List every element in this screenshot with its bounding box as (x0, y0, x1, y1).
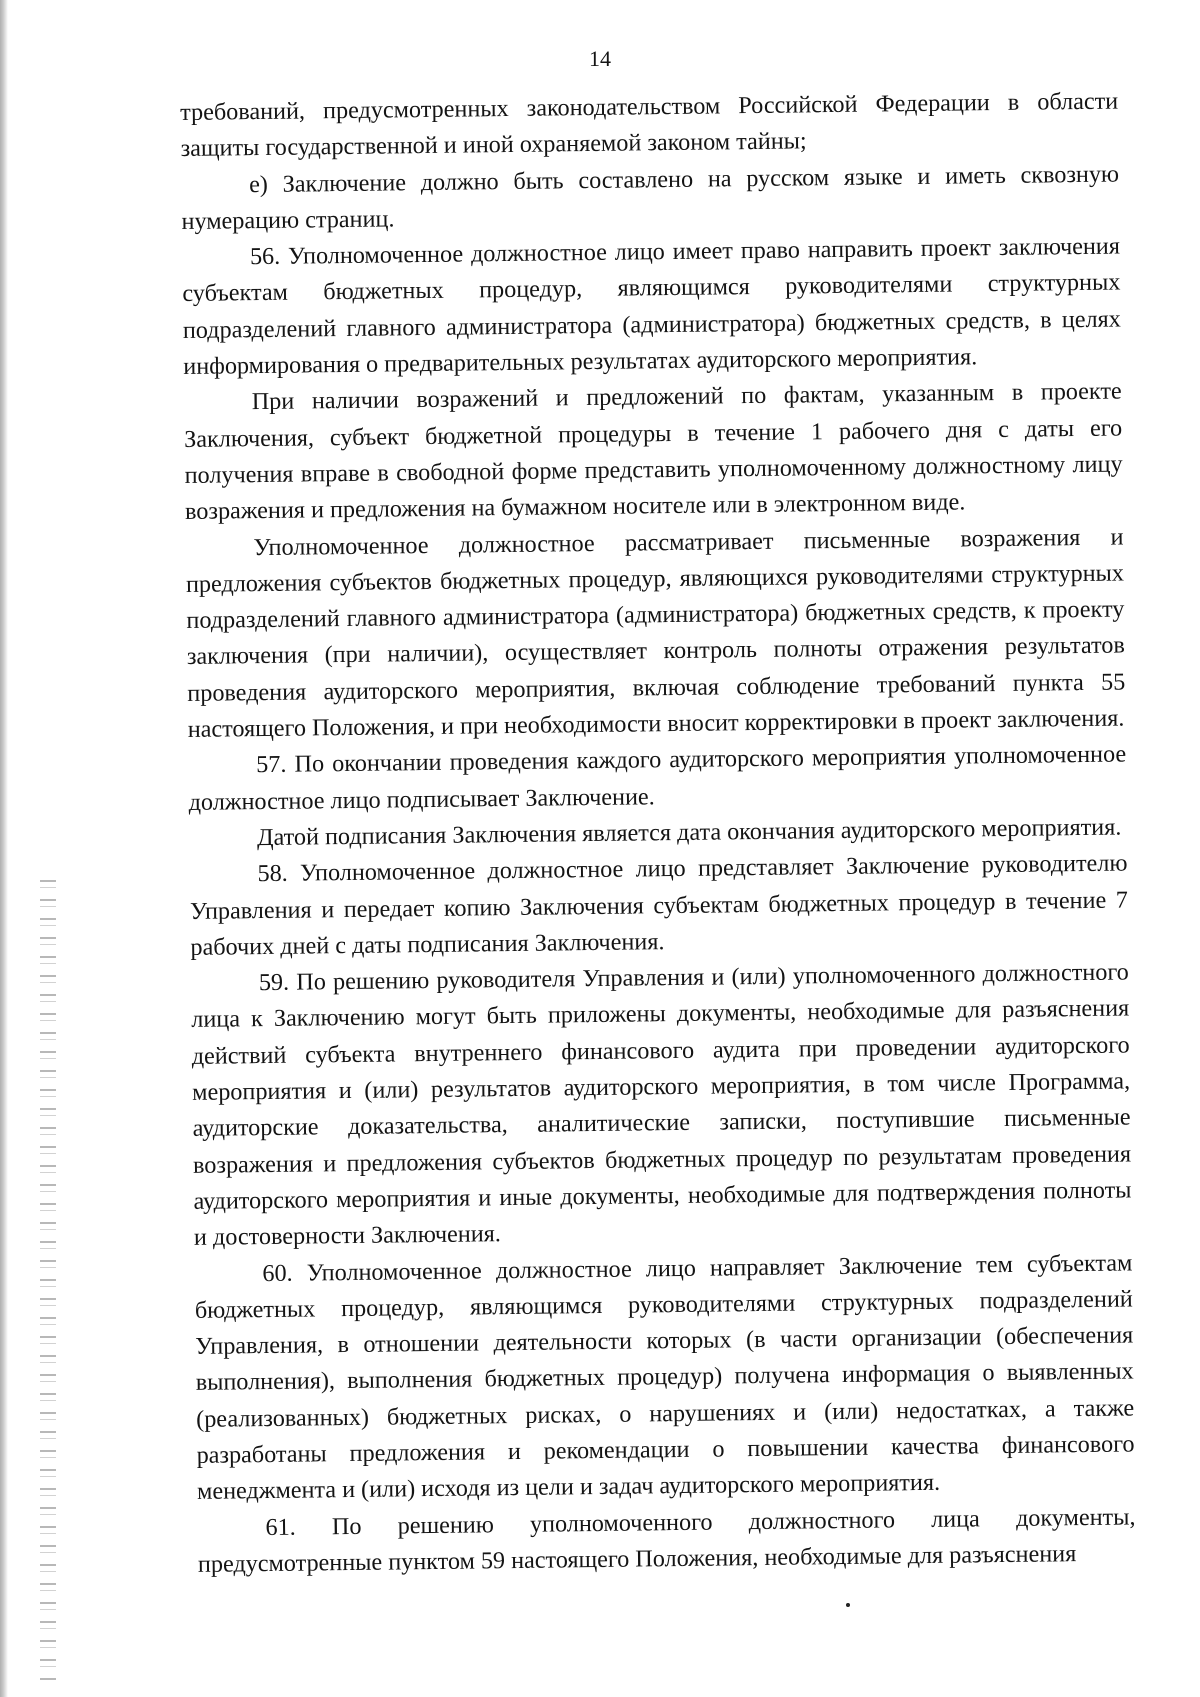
paragraph-56-objections: При наличии возражений и предложений по фактам, указанным в проекте Заключения, субъект бюджетной процедуры в течение 1 рабочего дня с даты его получения вправе в свободной форме представить уполномоченному должностному лицу возражения и предложения на бумажном носителе или в электронном виде. (184, 377, 1123, 526)
paragraph-61: 61. По решению уполномоченного должностного лица документы, предусмотренные пунктом 59 настоящего Положения, необходимые для разъяснения (197, 1503, 1136, 1578)
paragraph-57: 57. По окончании проведения каждого аудиторского мероприятия уполномоченное должностное лицо подписывает Заключение. (188, 740, 1127, 816)
paragraph-56-review: Уполномоченное должностное рассматривает письменные возражения и предложения субъектов бюджетных процедур, являющихся руководителями структурных подразделений главного администратора (администратора) бюджетных средств, к проекту заключения (при наличии), осуществляет контроль полноты отражения результатов проведения аудиторского мероприятия, включая соблюдение требований пункта 55 настоящего Положения, и при необходимости вносит корректировки в проект заключения. (185, 523, 1126, 743)
paragraph-continuation: требований, предусмотренных законодательством Российской Федерации в области защиты государственной и иной охраняемой законом тайны; (180, 87, 1119, 163)
paragraph-59: 59. По решению руководителя Управления и (или) уполномоченного должностного лица к Заключению могут быть приложены документы, необходимые для разъяснения действий субъекта внутреннего финансового аудита при проведении аудиторского мероприятия и (или) результатов аудиторского мероприятия, в том числе Программа, аудиторские доказательства, аналитические записки, поступившие письменные возражения и предложения субъектов бюджетных процедур по результатам проведения аудиторского мероприятия и иные документы, необходимые для подтверждения полноты и достоверности Заключения. (191, 958, 1132, 1252)
paragraph-58: 58. Уполномоченное должностное лицо представляет Заключение руководителю Управления и передает копию Заключения субъектам бюджетных процедур в течение 7 рабочих дней с даты подписания Заключения. (189, 849, 1129, 961)
body-text (180, 84, 1136, 1595)
paragraph-56: 56. Уполномоченное должностное лицо имеет право направить проект заключения субъектам бюджетных процедур, являющимся руководителями структурных подразделений главного администратора (администратора) бюджетных средств, в целях информирования о предварительных результатах аудиторского мероприятия. (182, 232, 1121, 381)
scan-dot (846, 1603, 850, 1607)
scan-specks (40, 880, 56, 1680)
paragraph-item-e: е) Заключение должно быть составлено на русском языке и иметь сквозную нумерацию страниц. (181, 160, 1120, 235)
page-number: 14 (589, 46, 611, 71)
paragraph-57-date: Датой подписания Заключения является дата окончания аудиторского мероприятия. (256, 813, 1122, 852)
paragraph-60: 60. Уполномоченное должностное лицо направляет Заключение тем субъектам бюджетных процедур, являющимся руководителями структурных подразделений Управления, в отношении деятельности которых (в части организации (обеспечения выполнения), выполнения бюджетных процедур) получена информация о выявленных (реализованных) бюджетных рисках, о нарушениях и (или) недостатках, а также разработаны предложения и рекомендации о повышении качества финансового менеджмента и (или) исходя из цели и задач аудиторского мероприятия. (194, 1248, 1135, 1506)
scan-edge-shadow (0, 0, 8, 1697)
